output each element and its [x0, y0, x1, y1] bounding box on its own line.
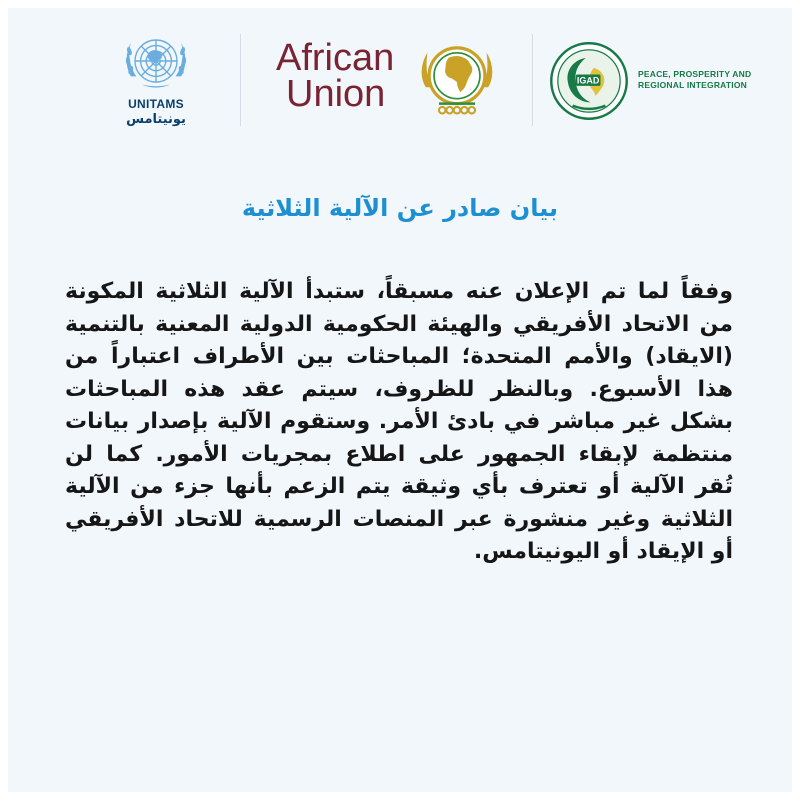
unitams-name-ar: يونيتامس — [126, 112, 186, 127]
statement-title: بيان صادر عن الآلية الثلاثية — [241, 194, 559, 222]
igad-tagline: PEACE, PROSPERITY AND REGIONAL INTEGRATION — [638, 69, 752, 90]
unitams-logo — [108, 26, 204, 127]
un-emblem-icon — [121, 26, 191, 96]
statement-body: وفقاً لما تم الإعلان عنه مسبقاً، ستبدأ الآلية الثلاثية المكونة من الاتحاد الأفريقي والهيئة الحكومية الدولية المعنية بالتنمية (الايقاد) والأمم المتحدة؛ المباحثات بين الأطراف اعتباراً من هذا الأسبوع. وبالنظر للظروف، سيتم عقد هذه المباحثات بشكل غير مباشر في بادئ الأمر. وستقوم الآلية بإصدار بيانات منتظمة لإبقاء الجمهور على اطلاع بمجريات الأمور. كما لن تُقر الآلية أو تعترف بأي وثيقة يتم الزعم بأنها جزء من الآلية الثلاثية وغير منشورة عبر المنصات الرسمية للاتحاد الأفريقي أو الإيقاد أو اليونيتامس. — [65, 279, 733, 564]
igad-logo — [548, 40, 778, 130]
african-union-wordmark: African Union — [276, 37, 395, 115]
statement-page — [8, 8, 792, 792]
logo-divider — [240, 34, 241, 126]
african-union-logo — [276, 36, 501, 126]
partner-logos-header — [8, 8, 792, 168]
svg-text:IGAD: IGAD — [576, 75, 600, 86]
igad-emblem-icon — [548, 40, 630, 122]
unitams-name-en: UNITAMS — [128, 97, 184, 111]
logo-divider — [532, 34, 533, 126]
au-emblem-icon — [416, 36, 498, 122]
